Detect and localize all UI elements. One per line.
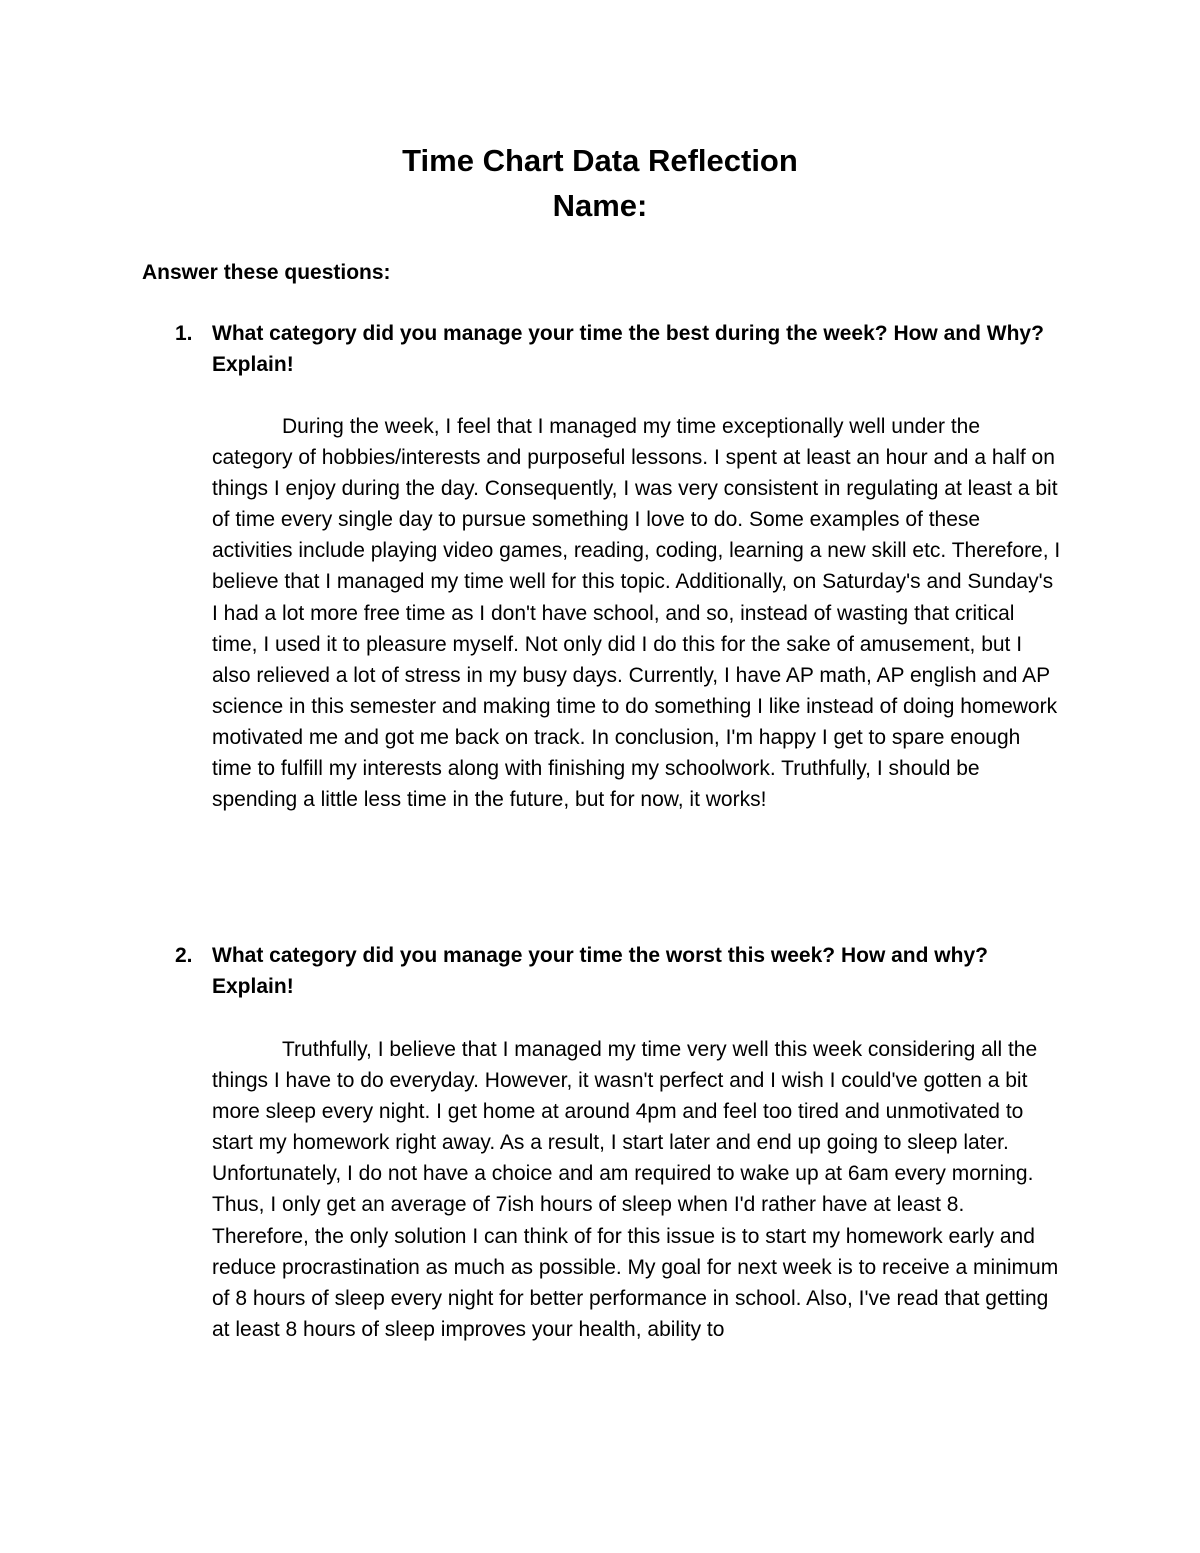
name-label: Name: <box>552 188 648 223</box>
answer-1-text: During the week, I feel that I managed my time exceptionally well under the category of hobbies/interests and purposeful lessons. I spent at least an hour and a half on things I enjoy during the day. Consequently, I was very consistent in regulating at least a bit of time every single day to pursue something I love to do. Some examples of these activities include playing video games, reading, coding, learning a new skill etc. Therefore, I believe that I managed my time well for this topic. Additionally, on Saturday's and Sunday's I had a lot more free time as I don't have school, and so, instead of wasting that critical time, I used it to pleasure myself. Not only did I do this for the sake of amusement, but I also relieved a lot of stress in my busy days. Currently, I have AP math, AP english and AP science in this semester and making time to do something I like instead of doing homework motivated me and got me back on track. In conclusion, I'm happy I get to spare enough time to fulfill my interests along with finishing my schoolwork. Truthfully, I should be spending a little less time in the future, but for now, it works! <box>212 415 1061 812</box>
question-1 <box>142 318 1062 380</box>
question-text: What category did you manage your time the worst this week? How and why? Explain! <box>212 944 988 998</box>
question-2 <box>142 940 1062 1002</box>
question-number: 2. <box>175 944 193 967</box>
answer-2-text: Truthfully, I believe that I managed my time very well this week considering all the things I have to do everyday. However, it wasn't perfect and I wish I could've gotten a bit more sleep every night. I get home at around 4pm and feel too tired and unmotivated to start my homework right away. As a result, I start later and end up going to sleep later. Unfortunately, I do not have a choice and am required to wake up at 6am every morning. Thus, I only get an average of 7ish hours of sleep when I'd rather have at least 8. Therefore, the only solution I can think of for this issue is to start my homework early and reduce procrastination as much as possible. My goal for next week is to receive a minimum of 8 hours of sleep every night for better performance in school. Also, I've read that getting at least 8 hours of sleep improves your health, ability to <box>212 1038 1059 1341</box>
question-text: What category did you manage your time the best during the week? How and Why? Explain! <box>212 322 1044 376</box>
question-number: 1. <box>175 322 193 345</box>
document-title: Time Chart Data Reflection <box>402 143 798 178</box>
instructions-heading: Answer these questions: <box>142 261 391 284</box>
